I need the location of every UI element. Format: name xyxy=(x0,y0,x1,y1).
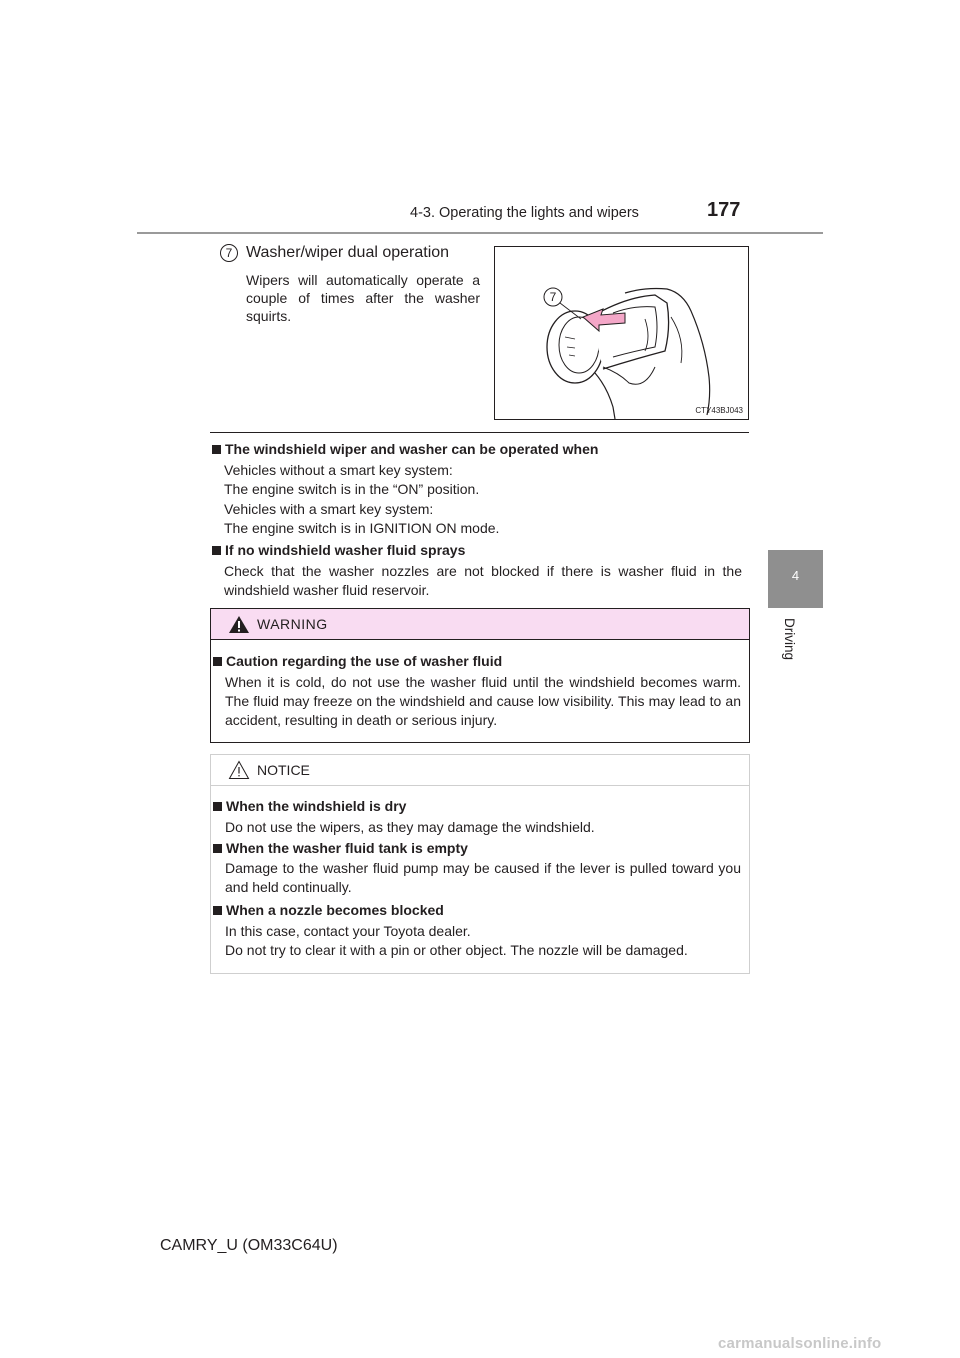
note-text: Vehicles without a smart key system: The engine switch is in the “ON” position. xyxy=(224,462,480,497)
illustration-code: CTY43BJ043 xyxy=(695,406,743,415)
warning-box xyxy=(210,608,750,743)
notice-header xyxy=(211,755,749,786)
warning-title: WARNING xyxy=(257,616,328,632)
note-text: Vehicles with a smart key system: The engine switch is in IGNITION ON mode. xyxy=(224,501,500,536)
bullet-square-icon xyxy=(212,546,221,555)
watermark: carmanualsonline.info xyxy=(718,1335,882,1352)
chapter-number: 4 xyxy=(791,568,800,583)
footer-model-code: CAMRY_U (OM33C64U) xyxy=(160,1237,338,1254)
notice-item-text: Damage to the washer fluid pump may be caused if the lever is pulled toward you and held continually. xyxy=(225,860,741,895)
step-number-badge: 7 xyxy=(220,244,238,262)
notice-item-heading: When a nozzle becomes blocked xyxy=(213,902,444,918)
step-title: Washer/wiper dual operation xyxy=(246,244,450,261)
bullet-square-icon xyxy=(212,445,221,454)
notice-box xyxy=(210,754,750,974)
page-number: 177 xyxy=(707,199,741,221)
warning-triangle-icon xyxy=(228,615,250,634)
bullet-square-icon xyxy=(213,657,222,666)
section-divider xyxy=(210,432,749,433)
warning-text: When it is cold, do not use the washer fluid until the windshield becomes warm. The fluid may freeze on the windshield and cause low visibility. This may lead to an accident, resulting in death or serious injury. xyxy=(225,674,741,728)
wiper-lever-illustration xyxy=(494,246,749,420)
illustration-callout: 7 xyxy=(549,290,557,304)
notice-item-text: In this case, contact your Toyota dealer. Do not try to clear it with a pin or other object. The nozzle will be damaged. xyxy=(225,923,688,958)
warning-header xyxy=(211,609,749,640)
notice-item-text: Do not use the wipers, as they may damage the windshield. xyxy=(225,819,595,835)
notice-item-heading: When the windshield is dry xyxy=(213,798,406,814)
step-description: Wipers will automatically operate a couple of times after the washer squirts. xyxy=(246,272,480,324)
note-heading: The windshield wiper and washer can be operated when xyxy=(212,441,598,457)
warning-heading: Caution regarding the use of washer fluid xyxy=(213,653,502,669)
chapter-label: Driving xyxy=(782,618,797,661)
header-rule xyxy=(137,232,823,234)
bullet-square-icon xyxy=(213,906,222,915)
bullet-square-icon xyxy=(213,802,222,811)
note-text: Check that the washer nozzles are not blocked if there is washer fluid in the windshield washer fluid reservoir. xyxy=(224,563,742,598)
lever-hand-drawing xyxy=(495,247,748,419)
caution-triangle-icon xyxy=(228,760,250,780)
section-title: 4-3. Operating the lights and wipers xyxy=(410,205,639,221)
bullet-square-icon xyxy=(213,844,222,853)
note-heading: If no windshield washer fluid sprays xyxy=(212,542,465,558)
notice-title: NOTICE xyxy=(257,762,310,778)
notice-item-heading: When the washer fluid tank is empty xyxy=(213,840,468,856)
